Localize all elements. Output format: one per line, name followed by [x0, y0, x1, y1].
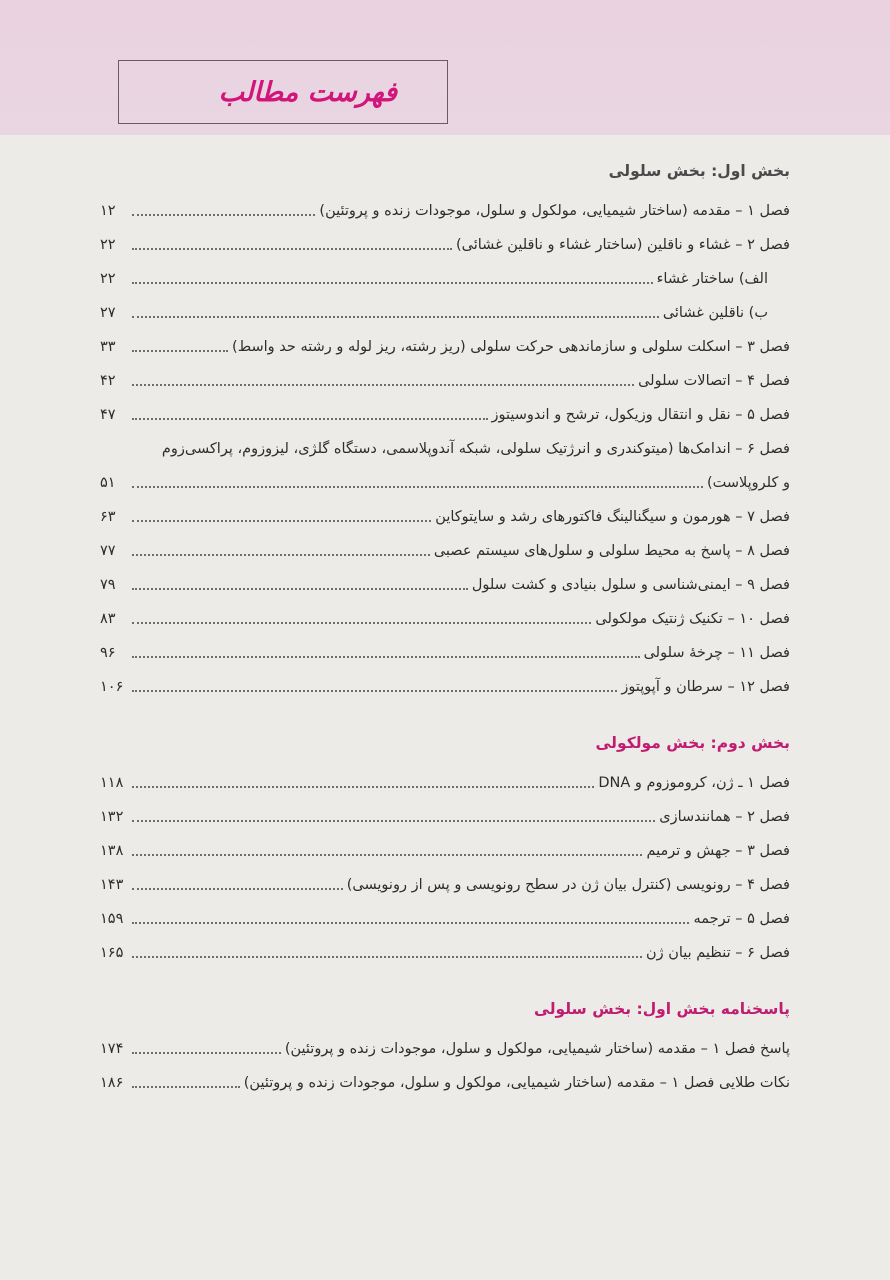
- toc-entry-page: ۷۷: [100, 543, 116, 559]
- toc-entry[interactable]: [100, 187, 790, 221]
- section-title-3: پاسخنامه بخش اول: بخش سلولی: [534, 1000, 790, 1018]
- toc-entry-label: فصل ۱ – مقدمه (ساختار شیمیایی، مولکول و سلول، موجودات زنده و پروتئین): [319, 203, 790, 219]
- toc-entry[interactable]: [100, 861, 790, 895]
- leader-dots: [132, 316, 659, 318]
- toc-entry-page: ۱۷۴: [100, 1041, 124, 1057]
- leader-dots: [132, 384, 634, 386]
- toc-entry[interactable]: [100, 895, 790, 929]
- toc-entry-page: ۵۱: [100, 475, 116, 491]
- toc-entry[interactable]: [100, 929, 790, 963]
- toc-entry[interactable]: [100, 255, 790, 289]
- toc-entry-label: فصل ۶ – اندامک‌ها (میتوکندری و انرژتیک سلولی، شبکه آندوپلاسمی، دستگاه گلژی، لیزوزوم، پراکسی‌زوم: [161, 441, 790, 457]
- toc-entry[interactable]: [100, 221, 790, 255]
- toc-entry-label: الف) ساختار غشاء: [656, 271, 768, 287]
- toc-entry-page: ۱۵۹: [100, 911, 124, 927]
- toc-entry-label: فصل ۵ – ترجمه: [693, 911, 790, 927]
- toc-entry-label: فصل ۷ – هورمون و سیگنالینگ فاکتورهای رشد و سایتوکاین: [435, 509, 790, 525]
- toc-entry-page: ۶۳: [100, 509, 116, 525]
- toc-entry-page: ۱۳۲: [100, 809, 124, 825]
- toc-entry-label-continued: و کلروپلاست): [706, 475, 790, 491]
- leader-dots: [132, 786, 594, 788]
- toc-entry[interactable]: [100, 793, 790, 827]
- leader-dots: [132, 622, 591, 624]
- leader-dots: [132, 248, 452, 250]
- toc-entry-label: فصل ۲ – غشاء و ناقلین (ساختار غشاء و ناقلین غشائی): [455, 237, 790, 253]
- toc-entry-label: فصل ۱۰ – تکنیک ژنتیک مولکولی: [595, 611, 790, 627]
- leader-dots: [132, 282, 653, 284]
- toc-entry-first-line[interactable]: [100, 425, 790, 459]
- toc-entry[interactable]: [100, 663, 790, 697]
- leader-dots: [132, 520, 431, 522]
- toc-entry-page: ۱۲: [100, 203, 116, 219]
- leader-dots: [132, 888, 343, 890]
- leader-dots: [132, 854, 642, 856]
- toc-entry-page: ۳۳: [100, 339, 116, 355]
- toc-entry[interactable]: [100, 1025, 790, 1059]
- leader-dots: [132, 214, 315, 216]
- leader-dots: [132, 690, 617, 692]
- toc-entry-label: پاسخ فصل ۱ – مقدمه (ساختار شیمیایی، مولکول و سلول، موجودات زنده و پروتئین): [284, 1041, 790, 1057]
- leader-dots: [132, 956, 642, 958]
- toc-entry[interactable]: [100, 629, 790, 663]
- toc-entry-label: فصل ۱۲ – سرطان و آپوپتوز: [621, 679, 790, 695]
- leader-dots: [132, 1052, 281, 1054]
- toc-entry-page: ۱۰۶: [100, 679, 124, 695]
- toc-entry-page: ۲۲: [100, 271, 116, 287]
- toc-entry-label: فصل ۶ – تنظیم بیان ژن: [645, 945, 790, 961]
- leader-dots: [132, 554, 430, 556]
- toc-entry-page: ۷۹: [100, 577, 116, 593]
- leader-dots: [132, 656, 640, 658]
- toc-entry-page: ۲۲: [100, 237, 116, 253]
- toc-entry-label: فصل ۳ – جهش و ترمیم: [646, 843, 790, 859]
- toc-entry-page: ۱۶۵: [100, 945, 124, 961]
- toc-entry[interactable]: [100, 527, 790, 561]
- toc-entry[interactable]: [100, 357, 790, 391]
- title-box: [118, 60, 448, 124]
- toc-entry-page: ۱۴۳: [100, 877, 124, 893]
- toc-entry-label: فصل ۱۱ – چرخهٔ سلولی: [643, 645, 790, 661]
- toc-entry-page: ۴۲: [100, 373, 116, 389]
- section-title-2: بخش دوم: بخش مولکولی: [595, 734, 790, 752]
- toc-entry[interactable]: [100, 759, 790, 793]
- toc-entry[interactable]: [100, 459, 790, 493]
- toc-entry-page: ۲۷: [100, 305, 116, 321]
- leader-dots: [132, 486, 703, 488]
- table-of-contents: [100, 155, 790, 1093]
- toc-entry[interactable]: [100, 827, 790, 861]
- leader-dots: [132, 588, 468, 590]
- toc-entry-page: ۹۶: [100, 645, 116, 661]
- toc-entry[interactable]: [100, 493, 790, 527]
- toc-entry-label: فصل ۴ – رونویسی (کنترل بیان ژن در سطح رونویسی و پس از رونویسی): [346, 877, 790, 893]
- leader-dots: [132, 922, 689, 924]
- toc-entry-label: فصل ۳ – اسکلت سلولی و سازماندهی حرکت سلولی (ریز رشته، ریز لوله و رشته حد واسط): [232, 339, 790, 355]
- toc-entry-page: ۱۱۸: [100, 775, 124, 791]
- toc-entry-label: نکات طلایی فصل ۱ – مقدمه (ساختار شیمیایی، مولکول و سلول، موجودات زنده و پروتئین): [243, 1075, 790, 1091]
- toc-entry[interactable]: [100, 595, 790, 629]
- section-title-1: بخش اول: بخش سلولی: [608, 162, 790, 180]
- toc-entry-page: ۱۸۶: [100, 1075, 124, 1091]
- leader-dots: [132, 1086, 240, 1088]
- toc-entry-page: ۱۳۸: [100, 843, 124, 859]
- toc-entry-label: ب) ناقلین غشائی: [662, 305, 768, 321]
- toc-entry-label: فصل ۱ ـ ژن، کروموزوم و DNA: [598, 775, 790, 791]
- toc-entry-label: فصل ۹ – ایمنی‌شناسی و سلول بنیادی و کشت سلول: [471, 577, 790, 593]
- toc-entry[interactable]: [100, 391, 790, 425]
- toc-entry-label: فصل ۵ – نقل و انتقال وزیکول، ترشح و اندوسیتوز: [491, 407, 790, 423]
- toc-entry-label: فصل ۸ – پاسخ به محیط سلولی و سلول‌های سیستم عصبی: [433, 543, 790, 559]
- toc-entry[interactable]: [100, 1059, 790, 1093]
- page-title: فهرست مطالب: [218, 76, 397, 108]
- toc-entry-label: فصل ۲ – همانندسازی: [659, 809, 790, 825]
- toc-entry[interactable]: [100, 561, 790, 595]
- toc-entry-label: فصل ۴ – اتصالات سلولی: [638, 373, 790, 389]
- toc-entry[interactable]: [100, 289, 790, 323]
- leader-dots: [132, 820, 655, 822]
- toc-entry-page: ۸۳: [100, 611, 116, 627]
- toc-entry[interactable]: [100, 323, 790, 357]
- leader-dots: [132, 350, 228, 352]
- toc-entry-page: ۴۷: [100, 407, 116, 423]
- leader-dots: [132, 418, 488, 420]
